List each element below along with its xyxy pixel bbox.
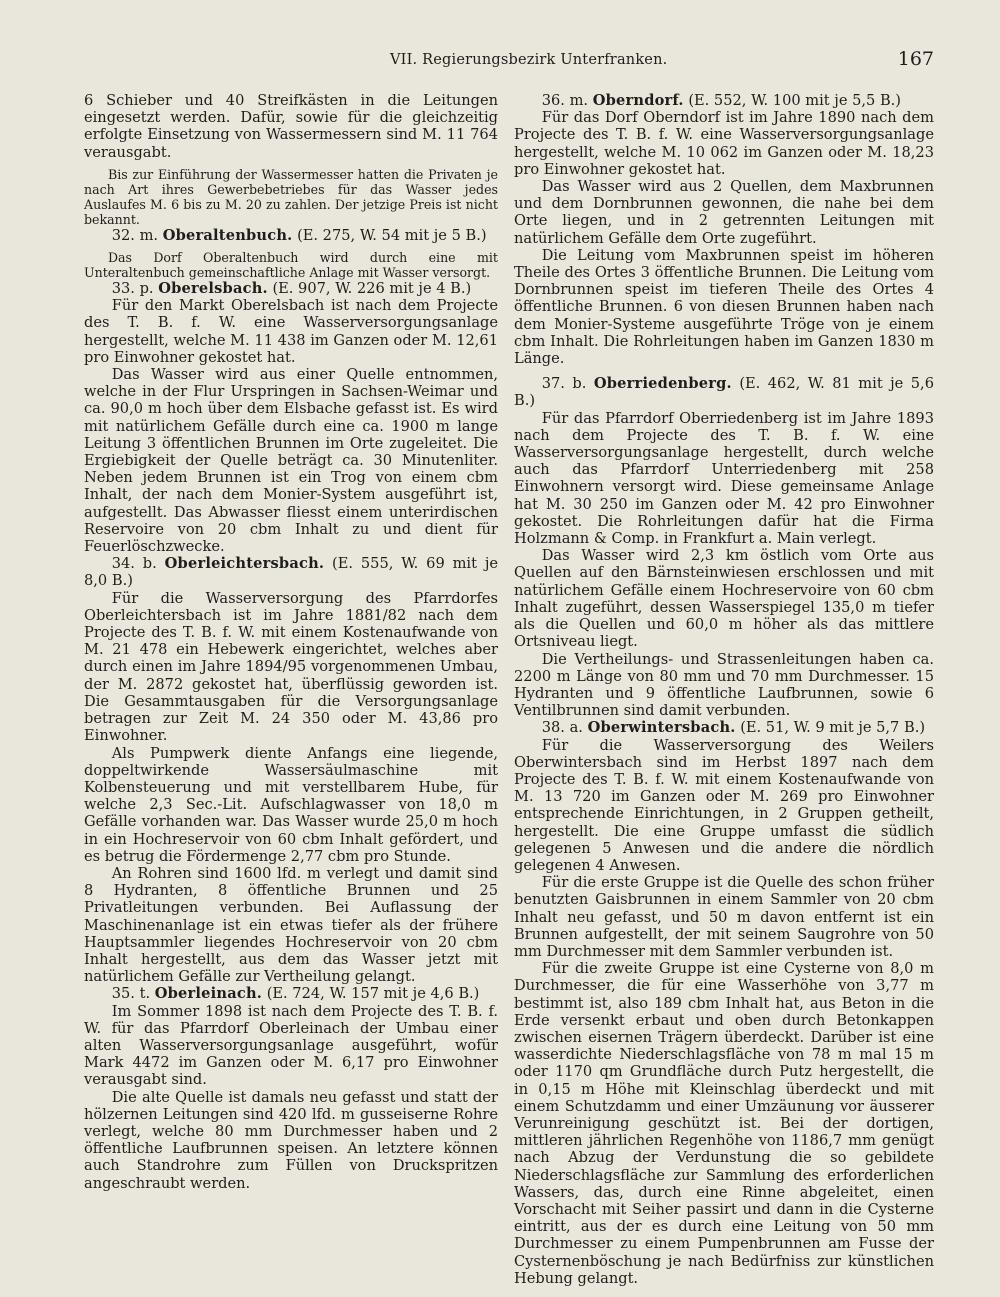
entry-statistics: (E. 907, W. 226 mit je 4 B.) (272, 280, 472, 298)
entry-statistics: (E. 552, W. 100 mit je 5,5 B.) (688, 92, 902, 109)
entry-heading (84, 555, 498, 589)
entry-place-name: Oberriedenberg. (593, 375, 732, 393)
entry-statistics: (E. 275, W. 54 mit je 5 B.) (297, 226, 487, 244)
body-paragraph: Das Wasser wird aus 2 Quellen, dem Maxbrunnen und dem Dornbrunnen gewonnen, die nahe bei dem Orte liegen, und in 2 getrennten Leitungen mit natürlichem Gefälle dem Orte zugeführt. (514, 178, 934, 247)
body-paragraph: Die alte Quelle ist damals neu gefasst und statt der hölzernen Leitungen sind 420 lfd. m gusseiserne Rohre verlegt, welche 80 mm Durchmesser haben und 2 öffentliche Laufbrunnen speisen. An letztere können auch Standrohre zum Füllen von Druckspritzen angeschraubt werden. (84, 1088, 498, 1192)
body-paragraph: Das Wasser wird 2,3 km östlich vom Orte aus Quellen auf den Bärnsteinwiesen erschlossen und mit natürlichem Gefälle einem Hochreservoire von 60 cbm Inhalt zugeführt, dessen Wasserspiegel 135,0 m tiefer als die Quellen und 60,0 m höher als das mittlere Ortsniveau liegt. (514, 547, 934, 651)
entry-place-name: Oberelsbach. (158, 280, 268, 298)
entry-number: 37. b. (541, 375, 587, 393)
entry-number: 38. a. (541, 719, 583, 737)
entry-statistics: (E. 724, W. 157 mit je 4,6 B.) (266, 985, 480, 1003)
body-paragraph: Für das Dorf Oberndorf ist im Jahre 1890 nach dem Projecte des T. B. f. W. eine Wasserversorgungsanlage hergestellt, welche M. 10 062 im Ganzen oder M. 18,23 pro Einwohner gekostet hat. (514, 109, 934, 178)
body-paragraph: Das Wasser wird aus einer Quelle entnommen, welche in der Flur Urspringen in Sachsen-Weimar und ca. 90,0 m hoch über dem Elsbache gefasst ist. Es wird mit natürlichem Gefälle durch eine ca. 1900 m lange Leitung 3 öffentlichen Brunnen im Orte zugeleitet. Die Ergiebigkeit der Quelle beträgt ca. 30 Minutenliter. Neben jedem Brunnen ist ein Trog von einem cbm Inhalt, der nach dem Monier-System ausgeführt ist, aufgestellt. Das Abwasser fliesst einem unterirdischen Reservoire von 20 cbm Inhalt zu und dient für Feuerlöschzwecke. (84, 366, 498, 556)
page-header (84, 50, 934, 76)
running-title: VII. Regierungsbezirk Unterfranken. (390, 52, 668, 68)
body-paragraph: Die Leitung vom Maxbrunnen speist im höheren Theile des Ortes 3 öffentliche Brunnen. Die Leitung vom Dornbrunnen speist im tieferen Theile des Ortes 4 öffentliche Brunnen. 6 von diesen Brunnen haben nach dem Monier-Systeme ausgeführte Tröge von je einem cbm Inhalt. Die Rohrleitungen haben im Ganzen 1830 m Länge. (514, 246, 934, 368)
entry-number: 35. t. (111, 985, 151, 1003)
small-print-paragraph: Das Dorf Oberaltenbuch wird durch eine mit Unteraltenbuch gemeinschaftliche Anlage mit Wasser versorgt. (84, 250, 498, 281)
page-number: 167 (897, 48, 934, 70)
entry-statistics: (E. 555, W. 69 mit je 8,0 B.) (84, 555, 498, 590)
left-column (84, 92, 498, 1192)
entry-heading (84, 280, 498, 297)
entry-number: 36. m. (541, 92, 589, 109)
entry-place-name: Oberleichtersbach. (164, 555, 325, 573)
entry-place-name: Oberleinach. (154, 985, 263, 1003)
small-print-paragraph: Bis zur Einführung der Wassermesser hatten die Privaten je nach Art ihres Gewerbebetriebes für das Wasser jedes Auslaufes M. 6 bis zu M. 20 zu zahlen. Der jetzige Preis ist nicht bekannt. (84, 166, 498, 227)
body-paragraph: Für die zweite Gruppe ist eine Cysterne von 8,0 m Durchmesser, die für eine Wasserhöhe von 3,77 m bestimmt ist, also 189 cbm Inhalt hat, aus Beton in die Erde versenkt erbaut und oben durch Betonkappen zwischen eisernen Trägern überdeckt. Darüber ist eine wasserdichte Niederschlagsfläche von 78 m mal 15 m oder 1170 qm Grundfläche durch Putz hergestellt, die in 0,15 m Höhe mit Kleinschlag überdeckt und mit einem Schutzdamm und einer Umzäunung vor äusserer Verunreinigung geschützt ist. Bei der dortigen, mittleren jährlichen Regenhöhe von 1186,7 mm genügt nach Abzug der Verdunstung die so gebildete Niederschlagsfläche zur Sammlung des erforderlichen Wassers, das, durch eine Rinne abgeleitet, einen Vorschacht mit Seiher passirt und dann in die Cysterne eintritt, aus der es durch eine Leitung von 50 mm Durchmesser zu einem Pumpenbrunnen am Fusse der Cysternenböschung je nach Bedürfniss zur künstlichen Hebung gelangt. (514, 960, 934, 1287)
body-paragraph: Für den Markt Oberelsbach ist nach dem Projecte des T. B. f. W. eine Wasserversorgungsanlage hergestellt, welche M. 11 438 im Ganzen oder M. 12,61 pro Einwohner gekostet hat. (84, 297, 498, 366)
body-paragraph: Für die Wasserversorgung des Pfarrdorfes Oberleichtersbach ist im Jahre 1881/82 nach dem Projecte des T. B. f. W. mit einem Kostenaufwande von M. 21 478 ein Hebewerk eingerichtet, welches aber durch einen im Jahre 1894/95 vorgenommenen Umbau, der M. 2872 gekostet hat, überflüssig geworden ist. Die Gesammtausgaben für die Versorgungsanlage betragen zur Zeit M. 24 350 oder M. 43,86 pro Einwohner. (84, 589, 498, 745)
entry-number: 34. b. (111, 555, 157, 573)
body-paragraph: An Rohren sind 1600 lfd. m verlegt und damit sind 8 Hydranten, 8 öffentliche Brunnen und 25 Privatleitungen verbunden. Bei Auflassung der Maschinenanlage ist ein etwas tiefer als der frühere Hauptsammler liegendes Hochreservoir von 20 cbm Inhalt hergestellt, aus dem das Wasser jetzt mit natürlichem Gefälle zur Vertheilung gelangt. (84, 864, 498, 986)
entry-heading (514, 375, 934, 409)
entry-heading (514, 92, 934, 109)
right-column (514, 92, 934, 1287)
body-paragraph: Für das Pfarrdorf Oberriedenberg ist im Jahre 1893 nach dem Projecte des T. B. f. W. eine Wasserversorgungsanlage hergestellt, durch welche auch das Pfarrdorf Unterriedenberg mit 258 Einwohnern versorgt wird. Diese gemeinsame Anlage hat M. 30 250 im Ganzen oder M. 42 pro Einwohner gekostet. Die Rohrleitungen dafür hat die Firma Holzmann & Comp. in Frankfurt a. Main verlegt. (514, 409, 934, 548)
entry-number: 32. m. (111, 226, 159, 244)
entry-place-name: Oberndorf. (592, 92, 684, 109)
body-paragraph: Für die erste Gruppe ist die Quelle des schon früher benutzten Gaisbrunnen in einem Sammler von 20 cbm Inhalt neu gefasst, und 50 m davon entfernt ist ein Brunnen aufgestellt, der mit seinem Saugrohre von 50 mm Durchmesser mit dem Sammler verbunden ist. (514, 874, 934, 960)
body-paragraph: Für die Wasserversorgung des Weilers Oberwintersbach sind im Herbst 1897 nach dem Projecte des T. B. f. W. mit einem Kostenaufwande von M. 13 720 im Ganzen oder M. 269 pro Einwohner entsprechende Einrichtungen, in 2 Gruppen getheilt, hergestellt. Die eine Gruppe umfasst die südlich gelegenen 5 Anwesen und die andere die nördlich gelegenen 4 Anwesen. (514, 736, 934, 874)
body-paragraph: 6 Schieber und 40 Streifkästen in die Leitungen eingesetzt werden. Dafür, sowie für die gleichzeitig erfolgte Einsetzung von Wassermessern sind M. 11 764 verausgabt. (84, 92, 498, 161)
entry-number: 33. p. (111, 280, 154, 298)
body-paragraph: Im Sommer 1898 ist nach dem Projecte des T. B. f. W. für das Pfarrdorf Oberleinach der Umbau einer alten Wasserversorgungsanlage ausgeführt, wofür Mark 4472 im Ganzen oder M. 6,17 pro Einwohner verausgabt sind. (84, 1002, 498, 1089)
body-paragraph: Die Vertheilungs- und Strassenleitungen haben ca. 2200 m Länge von 80 mm und 70 mm Durchmesser. 15 Hydranten und 9 öffentliche Laufbrunnen, sowie 6 Ventilbrunnen sind damit verbunden. (514, 650, 934, 720)
entry-heading (84, 985, 498, 1002)
body-paragraph: Als Pumpwerk diente Anfangs eine liegende, doppeltwirkende Wassersäulmaschine mit Kolbensteuerung und mit verstellbarem Hube, für welche 2,3 Sec.-Lit. Aufschlagwasser von 18,0 m Gefälle vorhanden war. Das Wasser wurde 25,0 m hoch in ein Hochreservoir von 60 cbm Inhalt gefördert, und es betrug die Fördermenge 2,77 cbm pro Stunde. (84, 744, 498, 865)
entry-heading (514, 719, 934, 736)
entry-place-name: Oberwintersbach. (587, 719, 736, 737)
entry-place-name: Oberaltenbuch. (162, 226, 293, 244)
entry-statistics: (E. 51, W. 9 mit je 5,7 B.) (740, 719, 926, 737)
entry-statistics: (E. 462, W. 81 mit je 5,6 B.) (514, 375, 934, 410)
entry-heading (84, 227, 498, 244)
